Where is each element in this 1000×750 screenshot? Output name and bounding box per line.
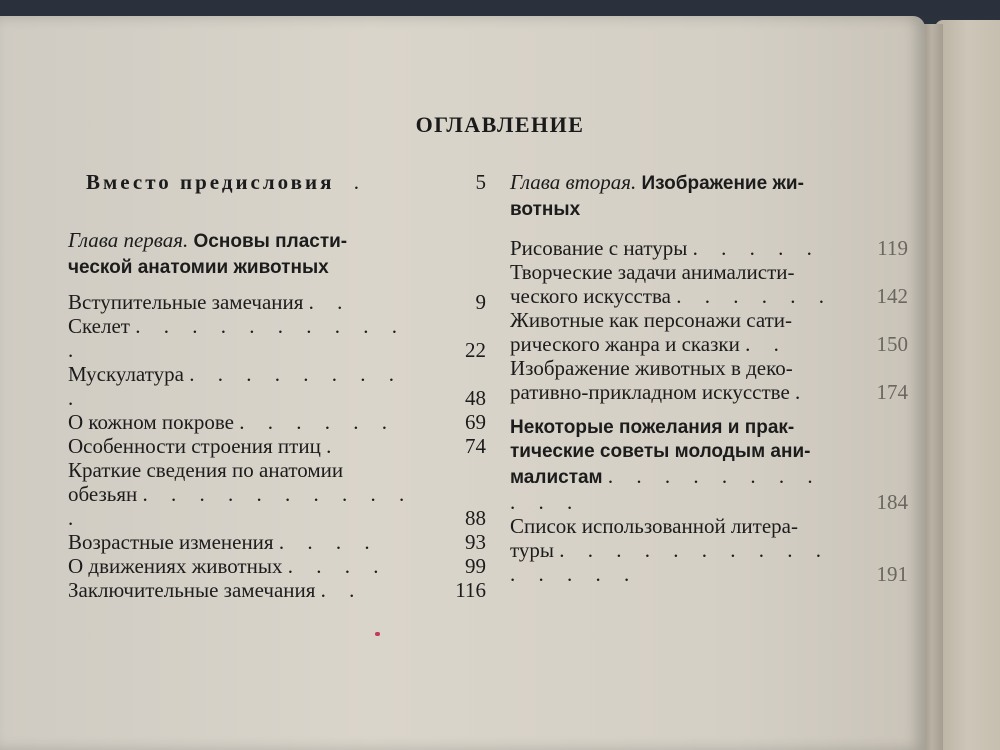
leader-dots: . . . . . . . . . . . [68, 482, 414, 530]
leader-dots: . . [745, 332, 788, 356]
toc-chapter-2[interactable] [510, 170, 908, 222]
toc-page-number: 174 [876, 380, 908, 404]
toc-entry-title-line3: малистам [510, 467, 603, 488]
toc-entry[interactable] [510, 236, 908, 260]
toc-entry[interactable] [68, 410, 486, 434]
leader-dots: . . . . . . [239, 410, 396, 434]
toc-page-number: 74 [465, 434, 486, 458]
leader-dots: . . [308, 290, 352, 314]
toc-entry-title: О кожном покрове [68, 410, 234, 434]
toc-page-number: 116 [455, 578, 486, 602]
leader-dots: . . . . . . . . . [68, 362, 403, 410]
toc-entry[interactable] [510, 356, 908, 404]
leader-dots: . . . . . . . . . . . [510, 464, 822, 514]
leader-dots: . . . . . . [676, 284, 833, 308]
toc-entry-title-line1: Некоторые пожелания и прак- [510, 417, 795, 438]
toc-entry-foreword[interactable] [68, 170, 486, 194]
toc-page-number: 48 [465, 386, 486, 410]
toc-entry-title-line2: туры [510, 538, 555, 562]
toc-entry-title-line2: рического жанра и сказки [510, 332, 740, 356]
toc-entry-recommendations[interactable] [510, 416, 908, 514]
leader-dots: . . . . . . . . . . . . . . . [510, 538, 831, 586]
toc-entry[interactable] [68, 314, 486, 362]
toc-entry-title: Особенности строения птиц [68, 434, 321, 458]
chapter-title-line1: Изображение жи- [641, 173, 804, 194]
toc-entry-title-line2: тические советы молодым ани- [510, 441, 811, 462]
leader-dots: . [795, 380, 810, 404]
toc-entry-title: Возрастные изменения [68, 530, 274, 554]
toc-page-number: 191 [876, 562, 908, 586]
ink-stain [375, 632, 380, 636]
toc-page-number: 5 [475, 170, 486, 194]
leader-dots: . . [320, 578, 364, 602]
toc-entry[interactable] [510, 260, 908, 308]
toc-entry-literature[interactable] [510, 514, 908, 586]
toc-page-number: 150 [876, 332, 908, 356]
leader-dots: . . . . . . . . . . . [68, 314, 406, 362]
toc-entry-title: О движениях животных [68, 554, 283, 578]
toc-page-number: 88 [465, 506, 486, 530]
toc-entry-title-line1: Животные как персонажи сати- [510, 308, 793, 332]
toc-page-number: 9 [475, 290, 486, 314]
toc-entry-title: Вместо предисловия [86, 170, 335, 194]
toc-page-number: 99 [465, 554, 486, 578]
toc-entry[interactable] [68, 434, 486, 458]
toc-chapter-1[interactable] [68, 228, 486, 280]
toc-entry-title-line1: Краткие сведения по анатомии [68, 458, 344, 482]
toc-entry[interactable] [68, 578, 486, 602]
toc-entry-title: Рисование с натуры [510, 236, 688, 260]
toc-entry-title-line2: обезьян [68, 482, 138, 506]
toc-entry-title: Мускулатура [68, 362, 184, 386]
toc-entry[interactable] [68, 458, 486, 530]
toc-entry-title-line1: Изображение животных в деко- [510, 356, 793, 380]
toc-entry[interactable] [68, 290, 486, 314]
toc-page-number: 22 [465, 338, 486, 362]
next-page-edge [935, 20, 1000, 750]
toc-entry[interactable] [510, 308, 908, 356]
toc-entry[interactable] [68, 554, 486, 578]
toc-page-number: 93 [465, 530, 486, 554]
toc-left-list [68, 290, 486, 602]
toc-entry[interactable] [68, 362, 486, 410]
leader-dots: . . . . [278, 530, 379, 554]
leader-dots: . [326, 434, 341, 458]
toc-entry-title-line2: ративно-прикладном искусстве [510, 380, 790, 404]
page-title: ОГЛАВЛЕНИЕ [415, 112, 585, 137]
toc-entry-title: Вступительные замечания [68, 290, 304, 314]
leader-dots: . . . . . [692, 236, 821, 260]
toc-page-number: 184 [876, 490, 908, 514]
chapter-title-line2: ческой анатомии животных [68, 257, 329, 278]
toc-entry-title-line2: ческого искусства [510, 284, 671, 308]
leader-dots: . . . . [287, 554, 388, 578]
toc-entry-title-line1: Творческие задачи анималисти- [510, 260, 795, 284]
toc-right-list [510, 236, 908, 404]
toc-right-column [510, 170, 908, 586]
toc-page-number: 69 [465, 410, 486, 434]
chapter-label: Глава вторая. [510, 170, 637, 194]
leader-dots: . [353, 170, 368, 194]
chapter-label: Глава первая. [68, 228, 189, 252]
toc-entry-title: Заключительные замечания [68, 578, 316, 602]
toc-page-number: 119 [877, 236, 908, 260]
toc-entry[interactable] [68, 530, 486, 554]
chapter-title-line2: вотных [510, 199, 581, 220]
toc-page-number: 142 [876, 284, 908, 308]
toc-entry-title-line1: Список использованной литера- [510, 514, 798, 538]
toc-left-column [68, 170, 486, 602]
toc-entry-title: Скелет [68, 314, 130, 338]
chapter-title-line1: Основы пласти- [193, 231, 348, 252]
